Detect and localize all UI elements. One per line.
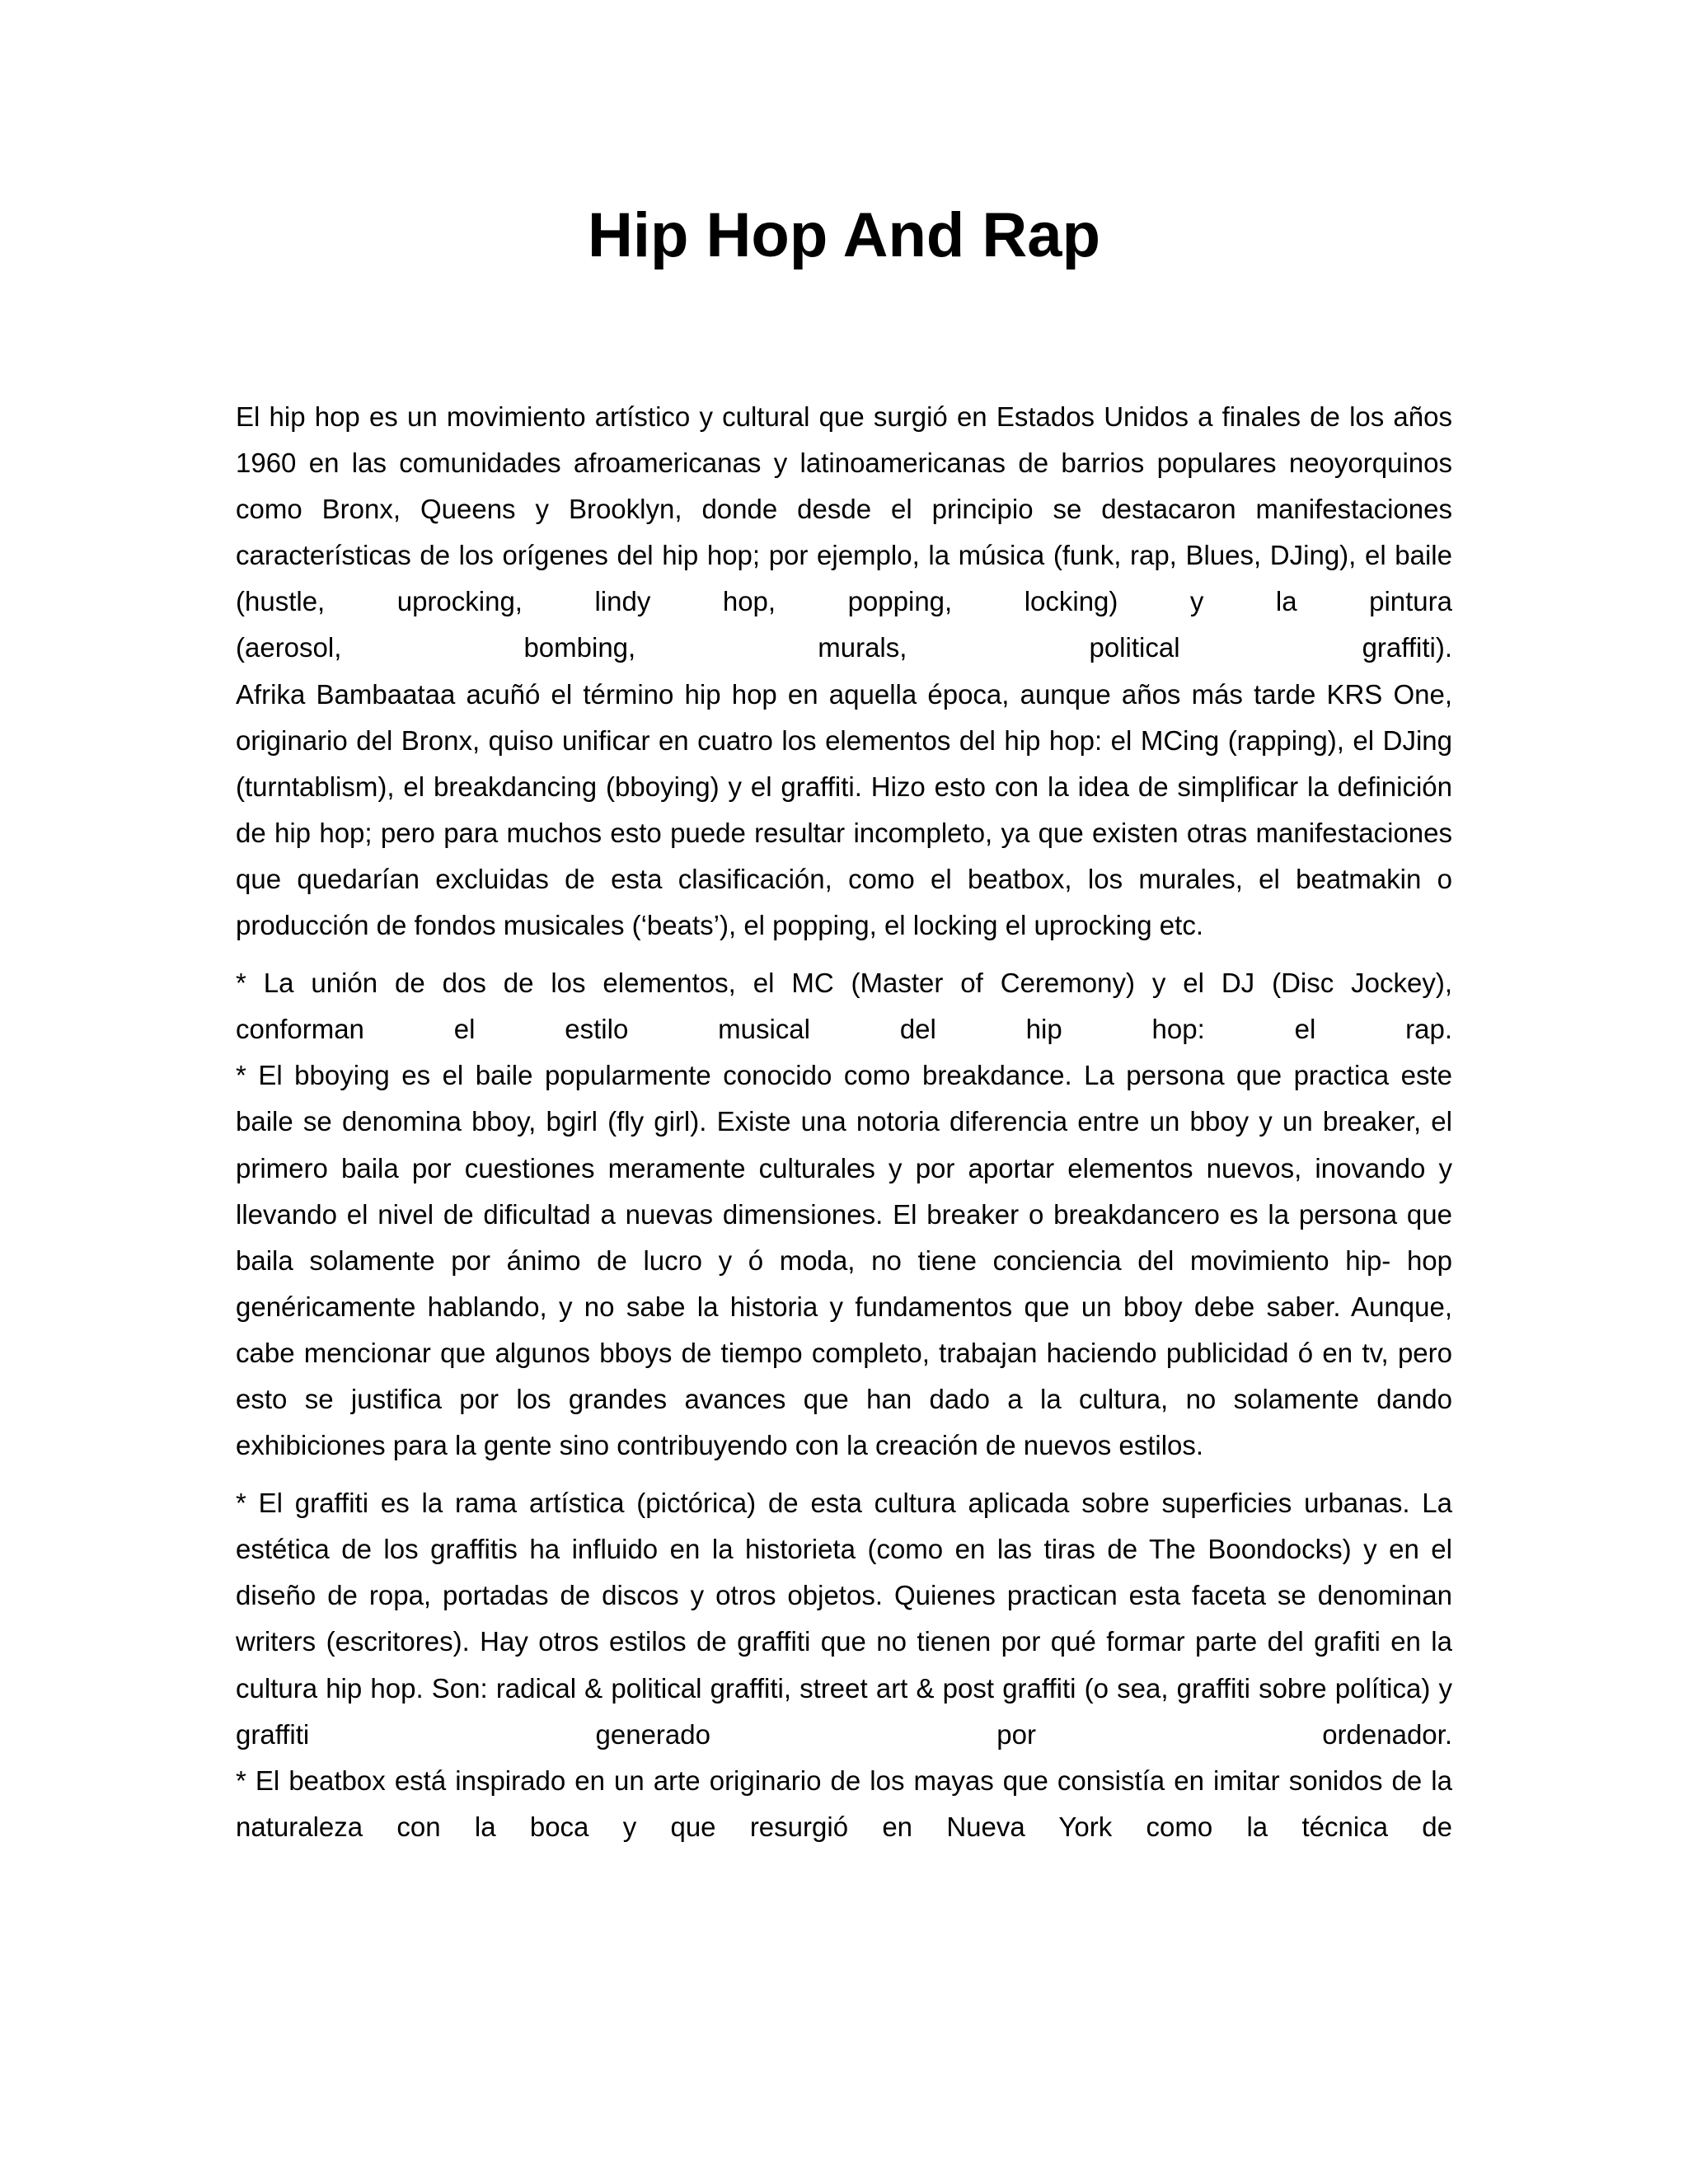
paragraph-line: conforman el estilo musical del hip hop: el rap. (236, 1014, 1452, 1045)
paragraph-line: El hip hop es un movimiento artístico y cultural que surgió en Estados Unidos a finales de los años 1960 en las comunidades afroamericanas y latinoamericanas de barrios populares neoyorquinos como Bronx, Queens y Brooklyn, donde desde el principio se destacaron manifestaciones características de los orígenes del hip hop; por ejemplo, la música (funk, rap, Blues, DJing), el baile (hustle, uprocking, lindy hop, popping, locking) y la pintura (236, 401, 1452, 617)
paragraph-line: * El beatbox está inspirado en un arte originario de los mayas que consistía en imitar sonidos de la naturaleza con la boca y que resurgió en Nueva York como la técnica de (236, 1765, 1452, 1842)
paragraph-line: Afrika Bambaataa acuñó el término hip hop en aquella época, aunque años más tarde KRS One, originario del Bronx, quiso unificar en cuatro los elementos del hip hop: el MCing (rapping), el DJing (turntablism), el breakdancing (bboying) y el graffiti. Hizo esto con la idea de simplificar la definición de hip hop; pero para muchos esto puede resultar incompleto, ya que existen otras manifestaciones que quedarían excluidas de esta clasificación, como el beatbox, los murales, el beatmakin o producción de fondos musicales (‘beats’), el popping, el locking el uprocking etc. (236, 678, 1452, 941)
document-title: Hip Hop And Rap (588, 200, 1100, 270)
paragraph-line: (aerosol, bombing, murals, political graffiti). (236, 632, 1452, 663)
paragraph-line: * El graffiti es la rama artística (pictórica) de esta cultura aplicada sobre superficies urbanas. La estética de los graffitis ha influido en la historieta (como en las tiras de The Boondocks) y en el diseño de ropa, portadas de discos y otros objetos. Quienes practican esta faceta se denominan writers (escritores). Hay otros estilos de graffiti que no tienen por qué formar parte del grafiti en la cultura hip hop. Son: radical & political graffiti, street art & post graffiti (o sea, graffiti sobre política) y graffiti generado por ordenador. (236, 1488, 1452, 1750)
paragraph-elements (236, 960, 1452, 1469)
paragraph-line: * El bboying es el baile popularmente conocido como breakdance. La persona que practica este baile se denomina bboy, bgirl (fly girl). Existe una notoria diferencia entre un bboy y un breaker, el primero baila por cuestiones meramente culturales y por aportar elementos nuevos, inovando y llevando el nivel de dificultad a nuevas dimensiones. El breaker o breakdancero es la persona que baila solamente por ánimo de lucro y ó moda, no tiene conciencia del movimiento hip- hop genéricamente hablando, y no sabe la historia y fundamentos que un bboy debe saber. Aunque, cabe mencionar que algunos bboys de tiempo completo, trabajan haciendo publicidad ó en tv, pero esto se justifica por los grandes avances que han dado a la cultura, no solamente dando exhibiciones para la gente sino contribuyendo con la creación de nuevos estilos. (236, 1060, 1452, 1461)
document-body (236, 394, 1452, 1850)
paragraph-line: * La unión de dos de los elementos, el MC (Master of Ceremony) y el DJ (Disc Jockey), (236, 968, 1452, 999)
paragraph-graffiti (236, 1480, 1452, 1850)
paragraph-origins (236, 394, 1452, 949)
